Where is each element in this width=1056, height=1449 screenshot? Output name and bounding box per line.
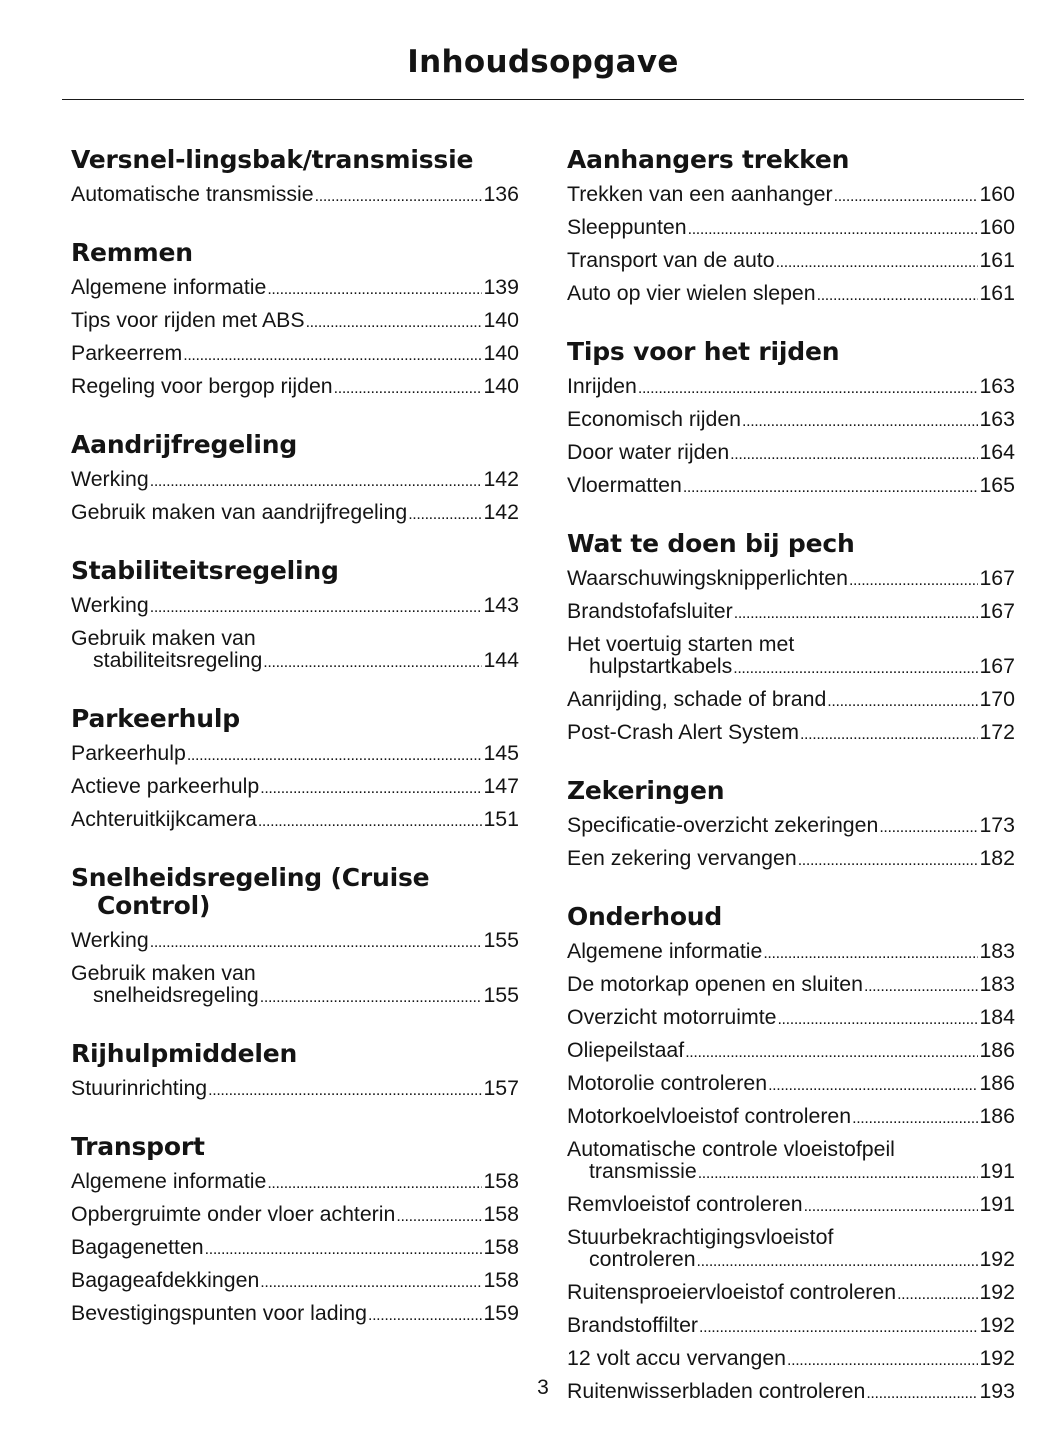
entry-page-number: 157 bbox=[483, 1076, 519, 1100]
section-heading: Versnel-lingsbak/transmissie bbox=[71, 145, 474, 174]
entry-title: Gebruik maken van bbox=[71, 961, 256, 985]
dot-leader bbox=[267, 275, 482, 305]
dot-leader bbox=[258, 807, 483, 837]
toc-entry[interactable] bbox=[567, 1101, 1015, 1134]
dot-leader bbox=[638, 374, 979, 404]
entry-page-number: 140 bbox=[483, 341, 519, 365]
entry-page-number: 147 bbox=[483, 774, 519, 798]
dot-leader bbox=[698, 1163, 979, 1185]
entry-title: Parkeerhulp bbox=[71, 741, 186, 765]
entry-page-number: 142 bbox=[483, 467, 519, 491]
toc-entry[interactable] bbox=[567, 437, 1015, 470]
entry-page-number: 158 bbox=[483, 1202, 519, 1226]
entry-page-number: 159 bbox=[483, 1301, 519, 1325]
entry-title: Algemene informatie bbox=[71, 1169, 267, 1193]
entry-page-number: 167 bbox=[979, 599, 1015, 623]
dot-leader bbox=[776, 248, 979, 278]
entry-title: Regeling voor bergop rijden bbox=[71, 374, 333, 398]
entry-title: Brandstoffilter bbox=[567, 1313, 699, 1337]
entry-page-number: 186 bbox=[979, 1104, 1015, 1128]
entry-page-number: 172 bbox=[979, 720, 1015, 744]
entry-title: 12 volt accu vervangen bbox=[567, 1346, 787, 1370]
entry-page-number: 183 bbox=[979, 939, 1015, 963]
section-heading: Rijhulpmiddelen bbox=[71, 1039, 298, 1068]
toc-entry[interactable] bbox=[567, 404, 1015, 437]
entry-title: Economisch rijden bbox=[567, 407, 742, 431]
toc-entry[interactable] bbox=[567, 629, 1015, 684]
entry-page-number: 163 bbox=[979, 407, 1015, 431]
entry-page-number: 183 bbox=[979, 972, 1015, 996]
entry-title: Remvloeistof controleren bbox=[567, 1192, 803, 1216]
toc-entry[interactable] bbox=[567, 843, 1015, 876]
entry-page-number: 182 bbox=[979, 846, 1015, 870]
dot-leader bbox=[817, 281, 979, 311]
page-title: Inhoudsopgave bbox=[407, 44, 679, 80]
entry-page-number: 160 bbox=[979, 182, 1015, 206]
entry-page-number: 170 bbox=[979, 687, 1015, 711]
toc-section bbox=[71, 239, 519, 404]
entry-title-continued-line bbox=[71, 649, 519, 674]
toc-section bbox=[71, 557, 519, 678]
entry-title: Gebruik maken van bbox=[71, 626, 256, 650]
entry-title: Stuurinrichting bbox=[71, 1076, 208, 1100]
entry-page-number: 144 bbox=[483, 648, 519, 672]
entry-page-number: 151 bbox=[483, 807, 519, 831]
entry-title: Inrijden bbox=[567, 374, 637, 398]
toc-entry[interactable] bbox=[71, 590, 519, 623]
entry-title: Een zekering vervangen bbox=[567, 846, 797, 870]
entry-page-number: 191 bbox=[979, 1159, 1015, 1183]
toc-entry[interactable] bbox=[71, 305, 519, 338]
toc-entry[interactable] bbox=[567, 1222, 1015, 1277]
dot-leader bbox=[763, 939, 978, 969]
dot-leader bbox=[768, 1071, 978, 1101]
toc-entry[interactable] bbox=[567, 1277, 1015, 1310]
dot-leader bbox=[697, 1251, 979, 1273]
entry-page-number: 142 bbox=[483, 500, 519, 524]
toc-entry[interactable] bbox=[71, 464, 519, 497]
dot-leader bbox=[683, 473, 979, 503]
entry-page-number: 192 bbox=[979, 1280, 1015, 1304]
dot-leader bbox=[685, 1038, 978, 1068]
toc-entry[interactable] bbox=[567, 212, 1015, 245]
entry-page-number: 136 bbox=[483, 182, 519, 206]
section-heading: Onderhoud bbox=[567, 902, 723, 931]
entry-page-number: 158 bbox=[483, 1169, 519, 1193]
toc-entry[interactable] bbox=[567, 969, 1015, 1002]
entry-title: Oliepeilstaaf bbox=[567, 1038, 685, 1062]
toc-entry[interactable] bbox=[567, 371, 1015, 404]
entry-title: Post-Crash Alert System bbox=[567, 720, 799, 744]
entry-page-number: 173 bbox=[979, 813, 1015, 837]
entry-title: Parkeerrem bbox=[71, 341, 183, 365]
page-number: 3 bbox=[537, 1376, 549, 1399]
dot-leader bbox=[800, 720, 978, 750]
entry-title: Motorkoelvloeistof controleren bbox=[567, 1104, 852, 1128]
toc-section bbox=[71, 431, 519, 530]
toc-entry[interactable] bbox=[71, 958, 519, 1013]
toc-section bbox=[567, 777, 1015, 876]
entry-title: Automatische controle vloeistofpeil bbox=[567, 1137, 895, 1161]
entry-title: Trekken van een aanhanger bbox=[567, 182, 833, 206]
entry-page-number: 186 bbox=[979, 1038, 1015, 1062]
entry-title-continued: snelheidsregeling bbox=[93, 983, 259, 1007]
toc-entry[interactable] bbox=[567, 278, 1015, 311]
toc-entry[interactable] bbox=[567, 1002, 1015, 1035]
entry-title: Tips voor rijden met ABS bbox=[71, 308, 305, 332]
entry-title: Auto op vier wielen slepen bbox=[567, 281, 816, 305]
section-heading: Aandrijfregeling bbox=[71, 430, 298, 459]
entry-title: Overzicht motorruimte bbox=[567, 1005, 777, 1029]
toc-entry[interactable] bbox=[71, 497, 519, 530]
entry-page-number: 192 bbox=[979, 1247, 1015, 1271]
entry-page-number: 160 bbox=[979, 215, 1015, 239]
entry-title: Werking bbox=[71, 467, 149, 491]
section-heading: Wat te doen bij pech bbox=[567, 529, 855, 558]
entry-page-number: 140 bbox=[483, 374, 519, 398]
dot-leader bbox=[187, 741, 483, 771]
toc-section bbox=[71, 1040, 519, 1106]
dot-leader bbox=[849, 566, 979, 596]
dot-leader bbox=[396, 1202, 482, 1232]
entry-page-number: 145 bbox=[483, 741, 519, 765]
toc-section bbox=[567, 530, 1015, 750]
toc-entry[interactable] bbox=[567, 1068, 1015, 1101]
dot-leader bbox=[864, 972, 978, 1002]
entry-title: Motorolie controleren bbox=[567, 1071, 768, 1095]
entry-page-number: 140 bbox=[483, 308, 519, 332]
dot-leader bbox=[897, 1280, 978, 1310]
entry-page-number: 193 bbox=[979, 1379, 1015, 1403]
dot-leader bbox=[777, 1005, 978, 1035]
dot-leader bbox=[798, 846, 979, 876]
entry-title: Ruitenwisserbladen controleren bbox=[567, 1379, 866, 1403]
entry-title: Gebruik maken van aandrijfregeling bbox=[71, 500, 408, 524]
toc-section bbox=[71, 705, 519, 837]
entry-page-number: 161 bbox=[979, 248, 1015, 272]
entry-title: Aanrijding, schade of brand bbox=[567, 687, 827, 711]
toc-entry[interactable] bbox=[71, 738, 519, 771]
dot-leader bbox=[150, 928, 483, 958]
entry-page-number: 165 bbox=[979, 473, 1015, 497]
entry-title: Sleeppunten bbox=[567, 215, 687, 239]
title-divider bbox=[62, 99, 1024, 100]
toc-entry[interactable] bbox=[71, 179, 519, 212]
dot-leader bbox=[306, 308, 483, 338]
toc-section bbox=[567, 146, 1015, 311]
toc-section bbox=[567, 903, 1015, 1409]
entry-title: Vloermatten bbox=[567, 473, 682, 497]
entry-title-continued: stabiliteitsregeling bbox=[93, 648, 263, 672]
entry-page-number: 143 bbox=[483, 593, 519, 617]
toc-entry[interactable] bbox=[567, 596, 1015, 629]
entry-title-continued-line bbox=[567, 1160, 1015, 1185]
entry-page-number: 139 bbox=[483, 275, 519, 299]
dot-leader bbox=[852, 1104, 978, 1134]
entry-title: Achteruitkijkcamera bbox=[71, 807, 257, 831]
dot-leader bbox=[368, 1301, 482, 1331]
toc-entry[interactable] bbox=[567, 684, 1015, 717]
toc-column-right bbox=[567, 146, 1015, 1436]
entry-page-number: 186 bbox=[979, 1071, 1015, 1095]
toc-entry[interactable] bbox=[567, 1035, 1015, 1068]
toc-entry[interactable] bbox=[567, 717, 1015, 750]
toc-entry[interactable] bbox=[567, 470, 1015, 503]
entry-title: Algemene informatie bbox=[71, 275, 267, 299]
entry-page-number: 158 bbox=[483, 1235, 519, 1259]
entry-title: Bagagenetten bbox=[71, 1235, 204, 1259]
entry-page-number: 158 bbox=[483, 1268, 519, 1292]
entry-page-number: 184 bbox=[979, 1005, 1015, 1029]
dot-leader bbox=[408, 500, 482, 530]
entry-title: Opbergruimte onder vloer achterin bbox=[71, 1202, 396, 1226]
section-heading: Transport bbox=[71, 1132, 205, 1161]
toc-entry[interactable] bbox=[71, 623, 519, 678]
toc-entry[interactable] bbox=[71, 272, 519, 305]
dot-leader bbox=[260, 1268, 482, 1298]
entry-title: Transport van de auto bbox=[567, 248, 775, 272]
entry-title: Waarschuwingsknipperlichten bbox=[567, 566, 848, 590]
entry-title: Door water rijden bbox=[567, 440, 730, 464]
toc-entry[interactable] bbox=[71, 1199, 519, 1232]
dot-leader bbox=[260, 774, 482, 804]
section-heading: Tips voor het rijden bbox=[567, 337, 840, 366]
entry-page-number: 192 bbox=[979, 1346, 1015, 1370]
dot-leader bbox=[699, 1313, 978, 1343]
dot-leader bbox=[734, 599, 979, 629]
toc-entry[interactable] bbox=[71, 1166, 519, 1199]
toc-entry[interactable] bbox=[567, 1310, 1015, 1343]
toc-entry[interactable] bbox=[71, 371, 519, 404]
toc-entry[interactable] bbox=[71, 1073, 519, 1106]
entry-title: Stuurbekrachtigingsvloeistof bbox=[567, 1225, 834, 1249]
entry-page-number: 167 bbox=[979, 566, 1015, 590]
toc-entry[interactable] bbox=[567, 563, 1015, 596]
entry-title: Algemene informatie bbox=[567, 939, 763, 963]
entry-title: Ruitensproeiervloeistof controleren bbox=[567, 1280, 897, 1304]
entry-title-continued-line bbox=[567, 1248, 1015, 1273]
entry-title-continued: transmissie bbox=[589, 1159, 697, 1183]
toc-column-left bbox=[71, 146, 519, 1358]
toc-entry[interactable] bbox=[567, 1343, 1015, 1376]
dot-leader bbox=[733, 658, 978, 680]
entry-title: Actieve parkeerhulp bbox=[71, 774, 260, 798]
dot-leader bbox=[827, 687, 978, 717]
dot-leader bbox=[688, 215, 979, 245]
toc-entry[interactable] bbox=[567, 1189, 1015, 1222]
entry-page-number: 192 bbox=[979, 1313, 1015, 1337]
dot-leader bbox=[208, 1076, 482, 1106]
toc-section bbox=[71, 1133, 519, 1331]
dot-leader bbox=[150, 593, 483, 623]
toc-entry[interactable] bbox=[71, 1298, 519, 1331]
toc-entry[interactable] bbox=[567, 1134, 1015, 1189]
entry-title: Automatische transmissie bbox=[71, 182, 314, 206]
entry-title: De motorkap openen en sluiten bbox=[567, 972, 863, 996]
dot-leader bbox=[205, 1235, 483, 1265]
section-heading: Stabiliteitsregeling bbox=[71, 556, 339, 585]
entry-page-number: 155 bbox=[483, 928, 519, 952]
toc-section bbox=[71, 146, 519, 212]
section-heading: Parkeerhulp bbox=[71, 704, 240, 733]
dot-leader bbox=[315, 182, 483, 212]
dot-leader bbox=[267, 1169, 482, 1199]
section-heading: Aanhangers trekken bbox=[567, 145, 850, 174]
toc-entry[interactable] bbox=[567, 179, 1015, 212]
entry-title: Specificatie-overzicht zekeringen bbox=[567, 813, 879, 837]
toc-entry[interactable] bbox=[567, 936, 1015, 969]
entry-page-number: 155 bbox=[483, 983, 519, 1007]
entry-title-continued-line bbox=[71, 984, 519, 1009]
entry-title: Het voertuig starten met bbox=[567, 632, 795, 656]
entry-title: Werking bbox=[71, 593, 149, 617]
toc-entry[interactable] bbox=[71, 771, 519, 804]
dot-leader bbox=[742, 407, 978, 437]
dot-leader bbox=[183, 341, 482, 371]
entry-title-continued: hulpstartkabels bbox=[589, 654, 733, 678]
toc-entry[interactable] bbox=[71, 338, 519, 371]
toc-entry[interactable] bbox=[71, 1232, 519, 1265]
entry-title: Werking bbox=[71, 928, 149, 952]
toc-entry[interactable] bbox=[71, 925, 519, 958]
entry-title: Brandstofafsluiter bbox=[567, 599, 733, 623]
dot-leader bbox=[804, 1192, 979, 1222]
dot-leader bbox=[260, 987, 483, 1009]
section-heading: Snelheidsregeling (Cruise Control) bbox=[71, 863, 430, 920]
entry-page-number: 164 bbox=[979, 440, 1015, 464]
toc-entry[interactable] bbox=[71, 1265, 519, 1298]
entry-page-number: 167 bbox=[979, 654, 1015, 678]
entry-title-continued: controleren bbox=[589, 1247, 696, 1271]
entry-title-continued-line bbox=[567, 655, 1015, 680]
dot-leader bbox=[834, 182, 979, 212]
entry-page-number: 191 bbox=[979, 1192, 1015, 1216]
toc-section bbox=[71, 864, 519, 1013]
dot-leader bbox=[263, 652, 482, 674]
dot-leader bbox=[150, 467, 483, 497]
section-heading: Zekeringen bbox=[567, 776, 725, 805]
entry-title: Bevestigingspunten voor lading bbox=[71, 1301, 367, 1325]
entry-page-number: 161 bbox=[979, 281, 1015, 305]
entry-page-number: 163 bbox=[979, 374, 1015, 398]
toc-entry[interactable] bbox=[567, 810, 1015, 843]
dot-leader bbox=[787, 1346, 978, 1376]
entry-title: Bagageafdekkingen bbox=[71, 1268, 260, 1292]
toc-entry[interactable] bbox=[567, 245, 1015, 278]
dot-leader bbox=[334, 374, 483, 404]
section-heading: Remmen bbox=[71, 238, 193, 267]
toc-entry[interactable] bbox=[71, 804, 519, 837]
dot-leader bbox=[730, 440, 978, 470]
toc-section bbox=[567, 338, 1015, 503]
dot-leader bbox=[879, 813, 978, 843]
